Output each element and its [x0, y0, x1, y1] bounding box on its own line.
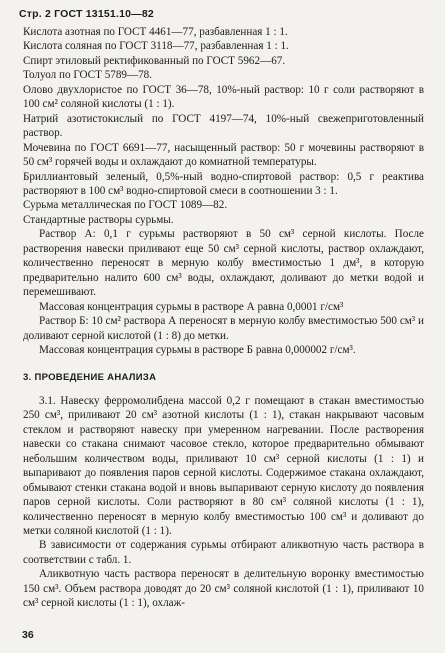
reagent-line: Олово двухлористое по ГОСТ 36—78, 10%-ный раствор: 10 г соли растворяют в 100 см² соляной кислоты (1 : 1).	[23, 83, 424, 111]
reagent-line: Натрий азотистокислый по ГОСТ 4197—74, 10%-ный свежеприготовленный раствор.	[23, 112, 424, 140]
section-paragraph: Аликвотную часть раствора переносят в делительную воронку вместимостью 150 см³. Объем раствора доводят до 20 см³ соляной кислотой (1 : 1), приливают 10 см³ серной кислоты (1 : 1), охлаж-	[23, 568, 424, 610]
section-paragraph: 3.1. Навеску ферромолибдена массой 0,2 г помещают в стакан вместимостью 250 см³, приливают 20 см³ азотной кислоты (1 : 1), стакан накрывают часовым стеклом и растворяют навеску при умеренном нагревании. После растворения навески со стакана снимают часовое стекло, которое предварительно обмывают небольшим количеством воды, приливают 10 см³ серной кислоты (1 : 1) и выпаривают до появления паров серной кислоты. Содержимое стакана охлаждают, обмывают стенки стакана водой и вновь выпаривают серную кислоту до появления паров серной кислоты. Соли растворяют в 80 см³ соляной кислоты (1 : 1), количественно переносят в мерную колбу вместимостью 100 см³ и доливают до метки соляной кислотой (1 : 1).	[23, 394, 424, 537]
reagent-line: Сурьма металлическая по ГОСТ 1089—82.	[23, 199, 228, 212]
reagent-line: Кислота соляная по ГОСТ 3118—77, разбавленная 1 : 1.	[23, 40, 289, 53]
section-heading: 3. ПРОВЕДЕНИЕ АНАЛИЗА	[23, 372, 157, 384]
reagent-line: Кислота азотная по ГОСТ 4461—77, разбавленная 1 : 1.	[23, 26, 288, 38]
reagent-line: Бриллиантовый зеленый, 0,5%-ный водно-спиртовой раствор: 0,5 г реактива растворяют в 100 см³ водно-спиртовой смеси в соотношении 3 : 1.	[23, 170, 424, 197]
page-body	[23, 25, 424, 611]
reagent-line: Стандартные растворы сурьмы.	[23, 213, 174, 226]
reagent-line: Толуол по ГОСТ 5789—78.	[23, 69, 153, 82]
solution-paragraph: Массовая концентрация сурьмы в растворе Б равна 0,000002 г/см³.	[39, 343, 356, 356]
reagent-line: Мочевина по ГОСТ 6691—77, насыщенный раствор: 50 г мочевины растворяют в 50 см³ горячей воды и охлаждают до комнатной температуры.	[23, 141, 424, 169]
page-number: 36	[22, 629, 34, 641]
reagent-line: Спирт этиловый ректификованный по ГОСТ 5962—67.	[23, 54, 286, 67]
solution-paragraph: Массовая концентрация сурьмы в растворе А равна 0,0001 г/см³	[39, 300, 344, 313]
page-header: Стр. 2 ГОСТ 13151.10—82	[19, 8, 154, 20]
section-paragraph: В зависимости от содержания сурьмы отбирают аликвотную часть раствора в соответствии с табл. 1.	[23, 539, 424, 566]
solution-paragraph: Раствор Б: 10 см² раствора А переносят в мерную колбу вместимостью 500 см³ и доливают серной кислотой (1 : 8) до метки.	[23, 315, 424, 342]
solution-paragraph: Раствор А: 0,1 г сурьмы растворяют в 50 см³ серной кислоты. После растворения навески приливают еще 50 см³ серной кислоты, раствор охлаждают, количественно переносят в мерную колбу вместимостью 1 дм³, в которую предварительно налито 600 см³ воды, охлаждают, доливают до метки водой и перемешивают.	[23, 228, 424, 299]
